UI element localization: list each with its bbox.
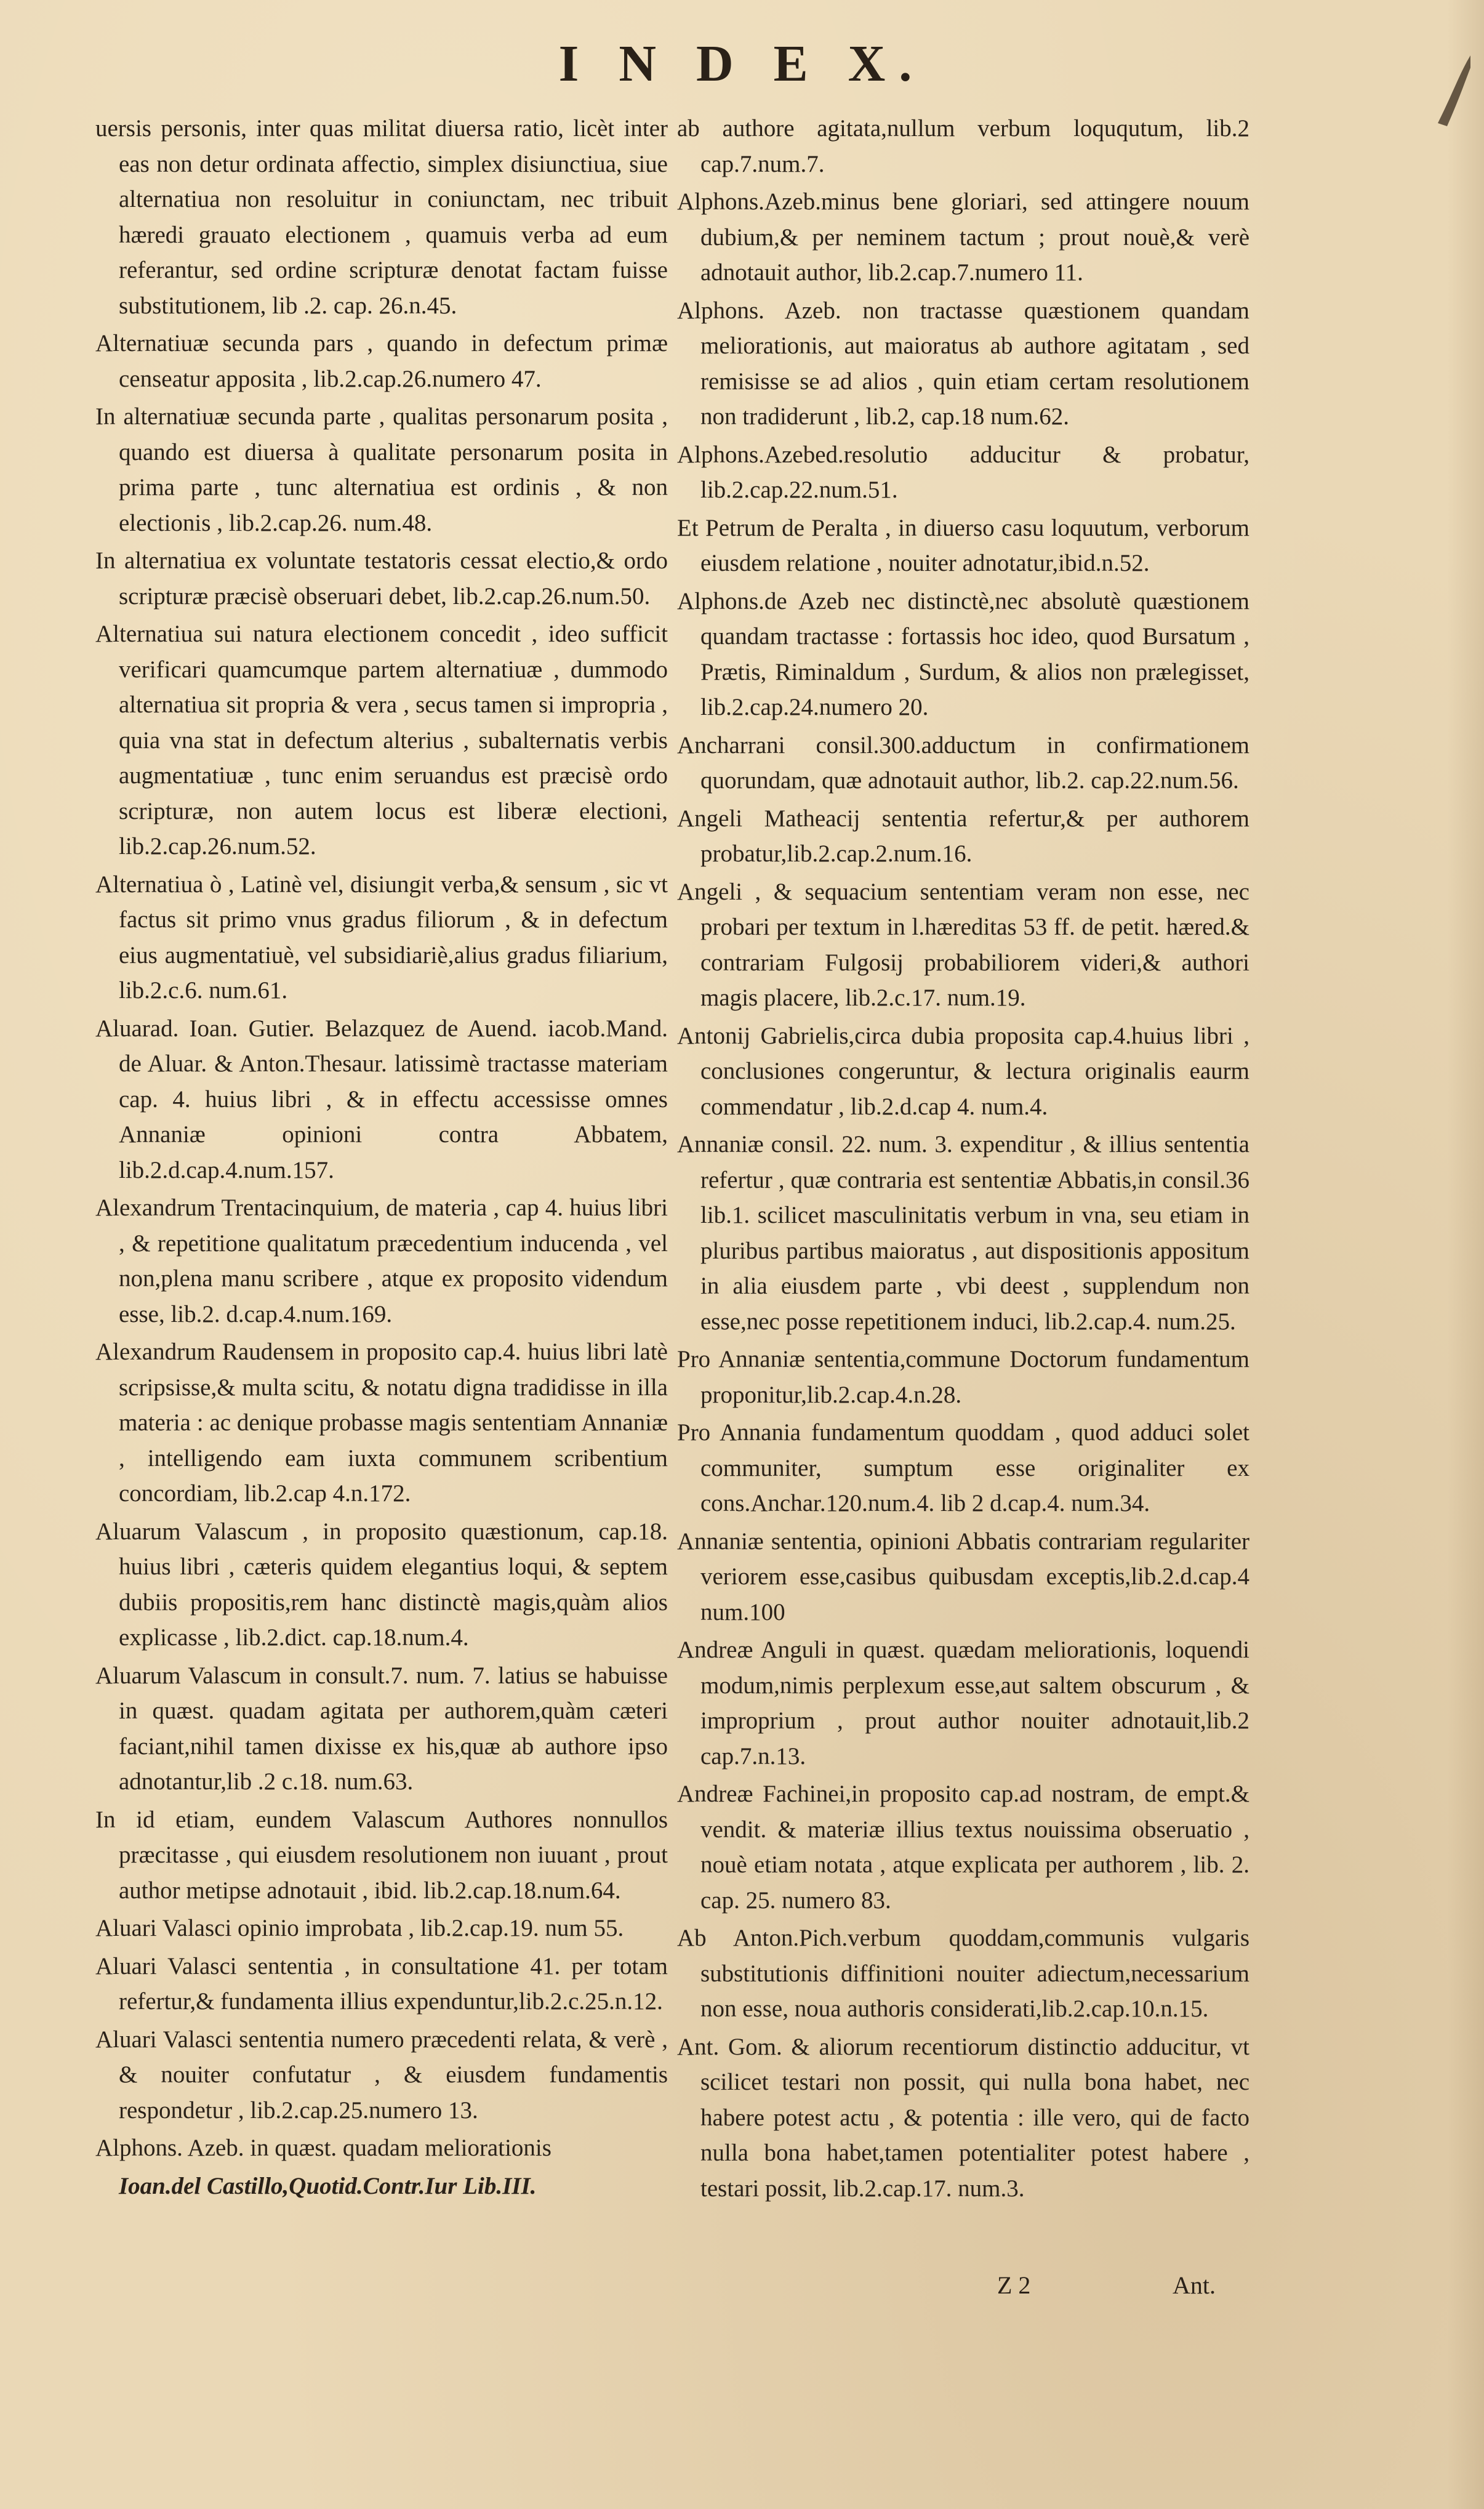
index-entry: Aluarad. Ioan. Gutier. Belazquez de Auend. iacob.Mand. de Aluar. & Anton.Thesaur. latissimè tractasse materiam cap. 4. huius libri , & in effectu accessisse omnes Annaniæ opinioni contra Abbatem, lib.2.d.cap.4.num.157.: [95, 1015, 668, 1183]
right-entries-list: [677, 111, 1249, 2206]
index-entry: Aluarum Valascum in consult.7. num. 7. latius se habuisse in quæst. quadam agitata per authorem,quàm cæteri faciant,nihil tamen dixisse ex his,quæ ab authore ipso adnotantur,lib .2 c.18. num.63.: [95, 1662, 668, 1795]
index-entry: Alexandrum Raudensem in proposito cap.4. huius libri latè scripsisse,& multa scitu, & notatu digna tradidisse in illa materia : ac denique probasse magis sententiam Annaniæ , intelligendo eam iuxta communem scribentium concordiam, lib.2.cap 4.n.172.: [95, 1339, 668, 1507]
index-entry: Angeli Matheacij sententia refertur,& per authorem probatur,lib.2.cap.2.num.16.: [677, 805, 1249, 867]
page-edge-shadow: [1447, 0, 1484, 2509]
index-entry: Alphons. Azeb. non tractasse quæstionem quandam meliorationis, aut maioratus ab authore agitatam , sed remisisse se ad alios , quin etiam certam resolutionem non tradiderunt , lib.2, cap.18 num.62.: [677, 297, 1249, 430]
index-entry: Alexandrum Trentacinquium, de materia , cap 4. huius libri , & repetitione qualitatum præcedentium inducenda , vel non,plena manu scribere , atque ex proposito videndum esse, lib.2. d.cap.4.num.169.: [95, 1194, 668, 1327]
index-entry: uersis personis, inter quas militat diuersa ratio, licèt inter eas non detur ordinata affectio, simplex disiunctiua, siue alternatiua non resoluitur in coniunctam, nec tribuit hæredi grauato electionem , quamuis verba ad eum referantur, sed ordine scripturæ denotat factam fuisse substitutionem, lib .2. cap. 26.n.45.: [95, 115, 668, 319]
index-entry: Aluari Valasci sententia , in consultatione 41. per totam refertur,& fundamenta illius expenduntur,lib.2.c.25.n.12.: [95, 1952, 668, 2015]
index-entry: Andreæ Fachinei,in proposito cap.ad nostram, de empt.& vendit. & materiæ illius textus nouissima obseruatio , nouè etiam notata , atque explicata per authorem , lib. 2. cap. 25. numero 83.: [677, 1781, 1249, 1914]
running-footer-title: Ioan.del Castillo,Quotid.Contr.Iur Lib.III.: [119, 2172, 537, 2199]
index-entry: Andreæ Anguli in quæst. quædam meliorationis, loquendi modum,nimis perplexum esse,aut saltem obscurum , & improprium , prout author nouiter adnotauit,lib.2 cap.7.n.13.: [677, 1637, 1249, 1770]
index-entry: Et Petrum de Peralta , in diuerso casu loquutum, verborum eiusdem relatione , nouiter adnotatur,ibid.n.52.: [677, 514, 1249, 576]
signature-mark: Z 2: [997, 2271, 1031, 2299]
index-entry: In alternatiuæ secunda parte , qualitas personarum posita , quando est diuersa à qualitate personarum posita in prima parte , tunc alternatiua est ordinis , & non electionis , lib.2.cap.26. num.48.: [95, 403, 668, 536]
left-entries-list: [95, 111, 668, 2166]
catchword: Ant.: [1173, 2271, 1216, 2299]
index-entry: Aluari Valasci opinio improbata , lib.2.cap.19. num 55.: [95, 1915, 624, 1941]
page-title: I N D E X.: [558, 35, 926, 92]
index-entry: Alternatiua ò , Latinè vel, disiungit verba,& sensum , sic vt factus sit primo vnus gradus filiorum , & in defectum eius augmentatiuè, vel subsidiariè,alius gradus filiarium, lib.2.c.6. num.61.: [95, 871, 668, 1004]
index-entry: Angeli , & sequacium sententiam veram non esse, nec probari per textum in l.hæreditas 53 ff. de petit. hæred.& contrariam Fulgosij probabiliorem videri,& authori magis placere, lib.2.c.17. num.19.: [677, 878, 1249, 1011]
left-column: [95, 111, 668, 2204]
index-entry: Alphons. Azeb. in quæst. quadam meliorationis: [95, 2135, 551, 2161]
right-column: [677, 111, 1249, 2209]
index-entry: In id etiam, eundem Valascum Authores nonnullos præcitasse , qui eiusdem resolutionem non iuuant , prout author metipse adnotauit , ibid. lib.2.cap.18.num.64.: [95, 1806, 668, 1904]
index-entry: Annaniæ consil. 22. num. 3. expenditur , & illius sententia refertur , quæ contraria est sententiæ Abbatis,in consil.36 lib.1. scilicet masculinitatis verbum in vna, seu etiam in pluribus partibus maioratus , aut dispositionis appositum in alia eiusdem parte , vbi deest , supplendum non esse,nec posse repetitionem induci, lib.2.cap.4. num.25.: [677, 1131, 1249, 1335]
index-entry: In alternatiua ex voluntate testatoris cessat electio,& ordo scripturæ præcisè obseruari debet, lib.2.cap.26.num.50.: [95, 547, 668, 610]
index-entry: ab authore agitata,nullum verbum loququtum, lib.2 cap.7.num.7.: [677, 115, 1249, 177]
index-entry: Alternatiuæ secunda pars , quando in defectum primæ censeatur apposita , lib.2.cap.26.numero 47.: [95, 330, 668, 392]
index-entry: Annaniæ sententia, opinioni Abbatis contrariam regulariter veriorem esse,casibus quibusdam exceptis,lib.2.d.cap.4 num.100: [677, 1528, 1249, 1625]
index-entry: Alphons.Azeb.minus bene gloriari, sed attingere nouum dubium,& per neminem tactum ; prout nouè,& verè adnotauit author, lib.2.cap.7.numero 11.: [677, 188, 1249, 286]
index-entry: Antonij Gabrielis,circa dubia proposita cap.4.huius libri , conclusiones congeruntur, & lectura originalis eaurm commendatur , lib.2.d.cap 4. num.4.: [677, 1022, 1249, 1120]
index-entry: Alphons.de Azeb nec distinctè,nec absolutè quæstionem quandam tractasse : fortassis hoc ideo, quod Bursatum , Prætis, Riminaldum , Surdum, & alios non prælegisset, lib.2.cap.24.numero 20.: [677, 587, 1249, 720]
index-entry: Alphons.Azebed.resolutio adducitur & probatur, lib.2.cap.22.num.51.: [677, 441, 1249, 503]
index-entry: Pro Annaniæ sententia,commune Doctorum fundamentum proponitur,lib.2.cap.4.n.28.: [677, 1346, 1249, 1408]
index-entry: Aluari Valasci sententia numero præcedenti relata, & verè , & nouiter confutatur , & eiusdem fundamentis respondetur , lib.2.cap.25.numero 13.: [95, 2026, 668, 2124]
index-entry: Alternatiua sui natura electionem concedit , ideo sufficit verificari quamcumque partem alternatiuæ , dummodo alternatiua sit propria & vera , secus tamen si impropria , quia vna stat in defectum alterius , subalternatis verbis augmentatiuæ , tunc enim seruandus est præcisè ordo scripturæ, non autem locus est liberæ electioni, lib.2.cap.26.num.52.: [95, 621, 668, 860]
index-entry: Ant. Gom. & aliorum recentiorum distinctio adducitur, vt scilicet testari non possit, qui nulla bona habet, nec habere potest actu , & potentia : ille vero, qui de facto nulla bona habet,tamen potentialiter potest habere , testari possit, lib.2.cap.17. num.3.: [677, 2033, 1249, 2202]
index-entry: Ab Anton.Pich.verbum quoddam,communis vulgaris substitutionis diffinitioni nouiter adiectum,necessarium non esse, noua authoris considerati,lib.2.cap.10.n.15.: [677, 1925, 1249, 2022]
index-entry: Ancharrani consil.300.adductum in confirmationem quorundam, quæ adnotauit author, lib.2. cap.22.num.56.: [677, 731, 1249, 794]
index-entry: Pro Annania fundamentum quoddam , quod adduci solet communiter, sumptum esse originaliter ex cons.Anchar.120.num.4. lib 2 d.cap.4. num.34.: [677, 1419, 1249, 1516]
index-entry: Aluarum Valascum , in proposito quæstionum, cap.18. huius libri , cæteris quidem elegantius loqui, & septem dubiis propositis,rem hanc distinctè magis,quàm alios explicasse , lib.2.dict. cap.18.num.4.: [95, 1518, 668, 1651]
